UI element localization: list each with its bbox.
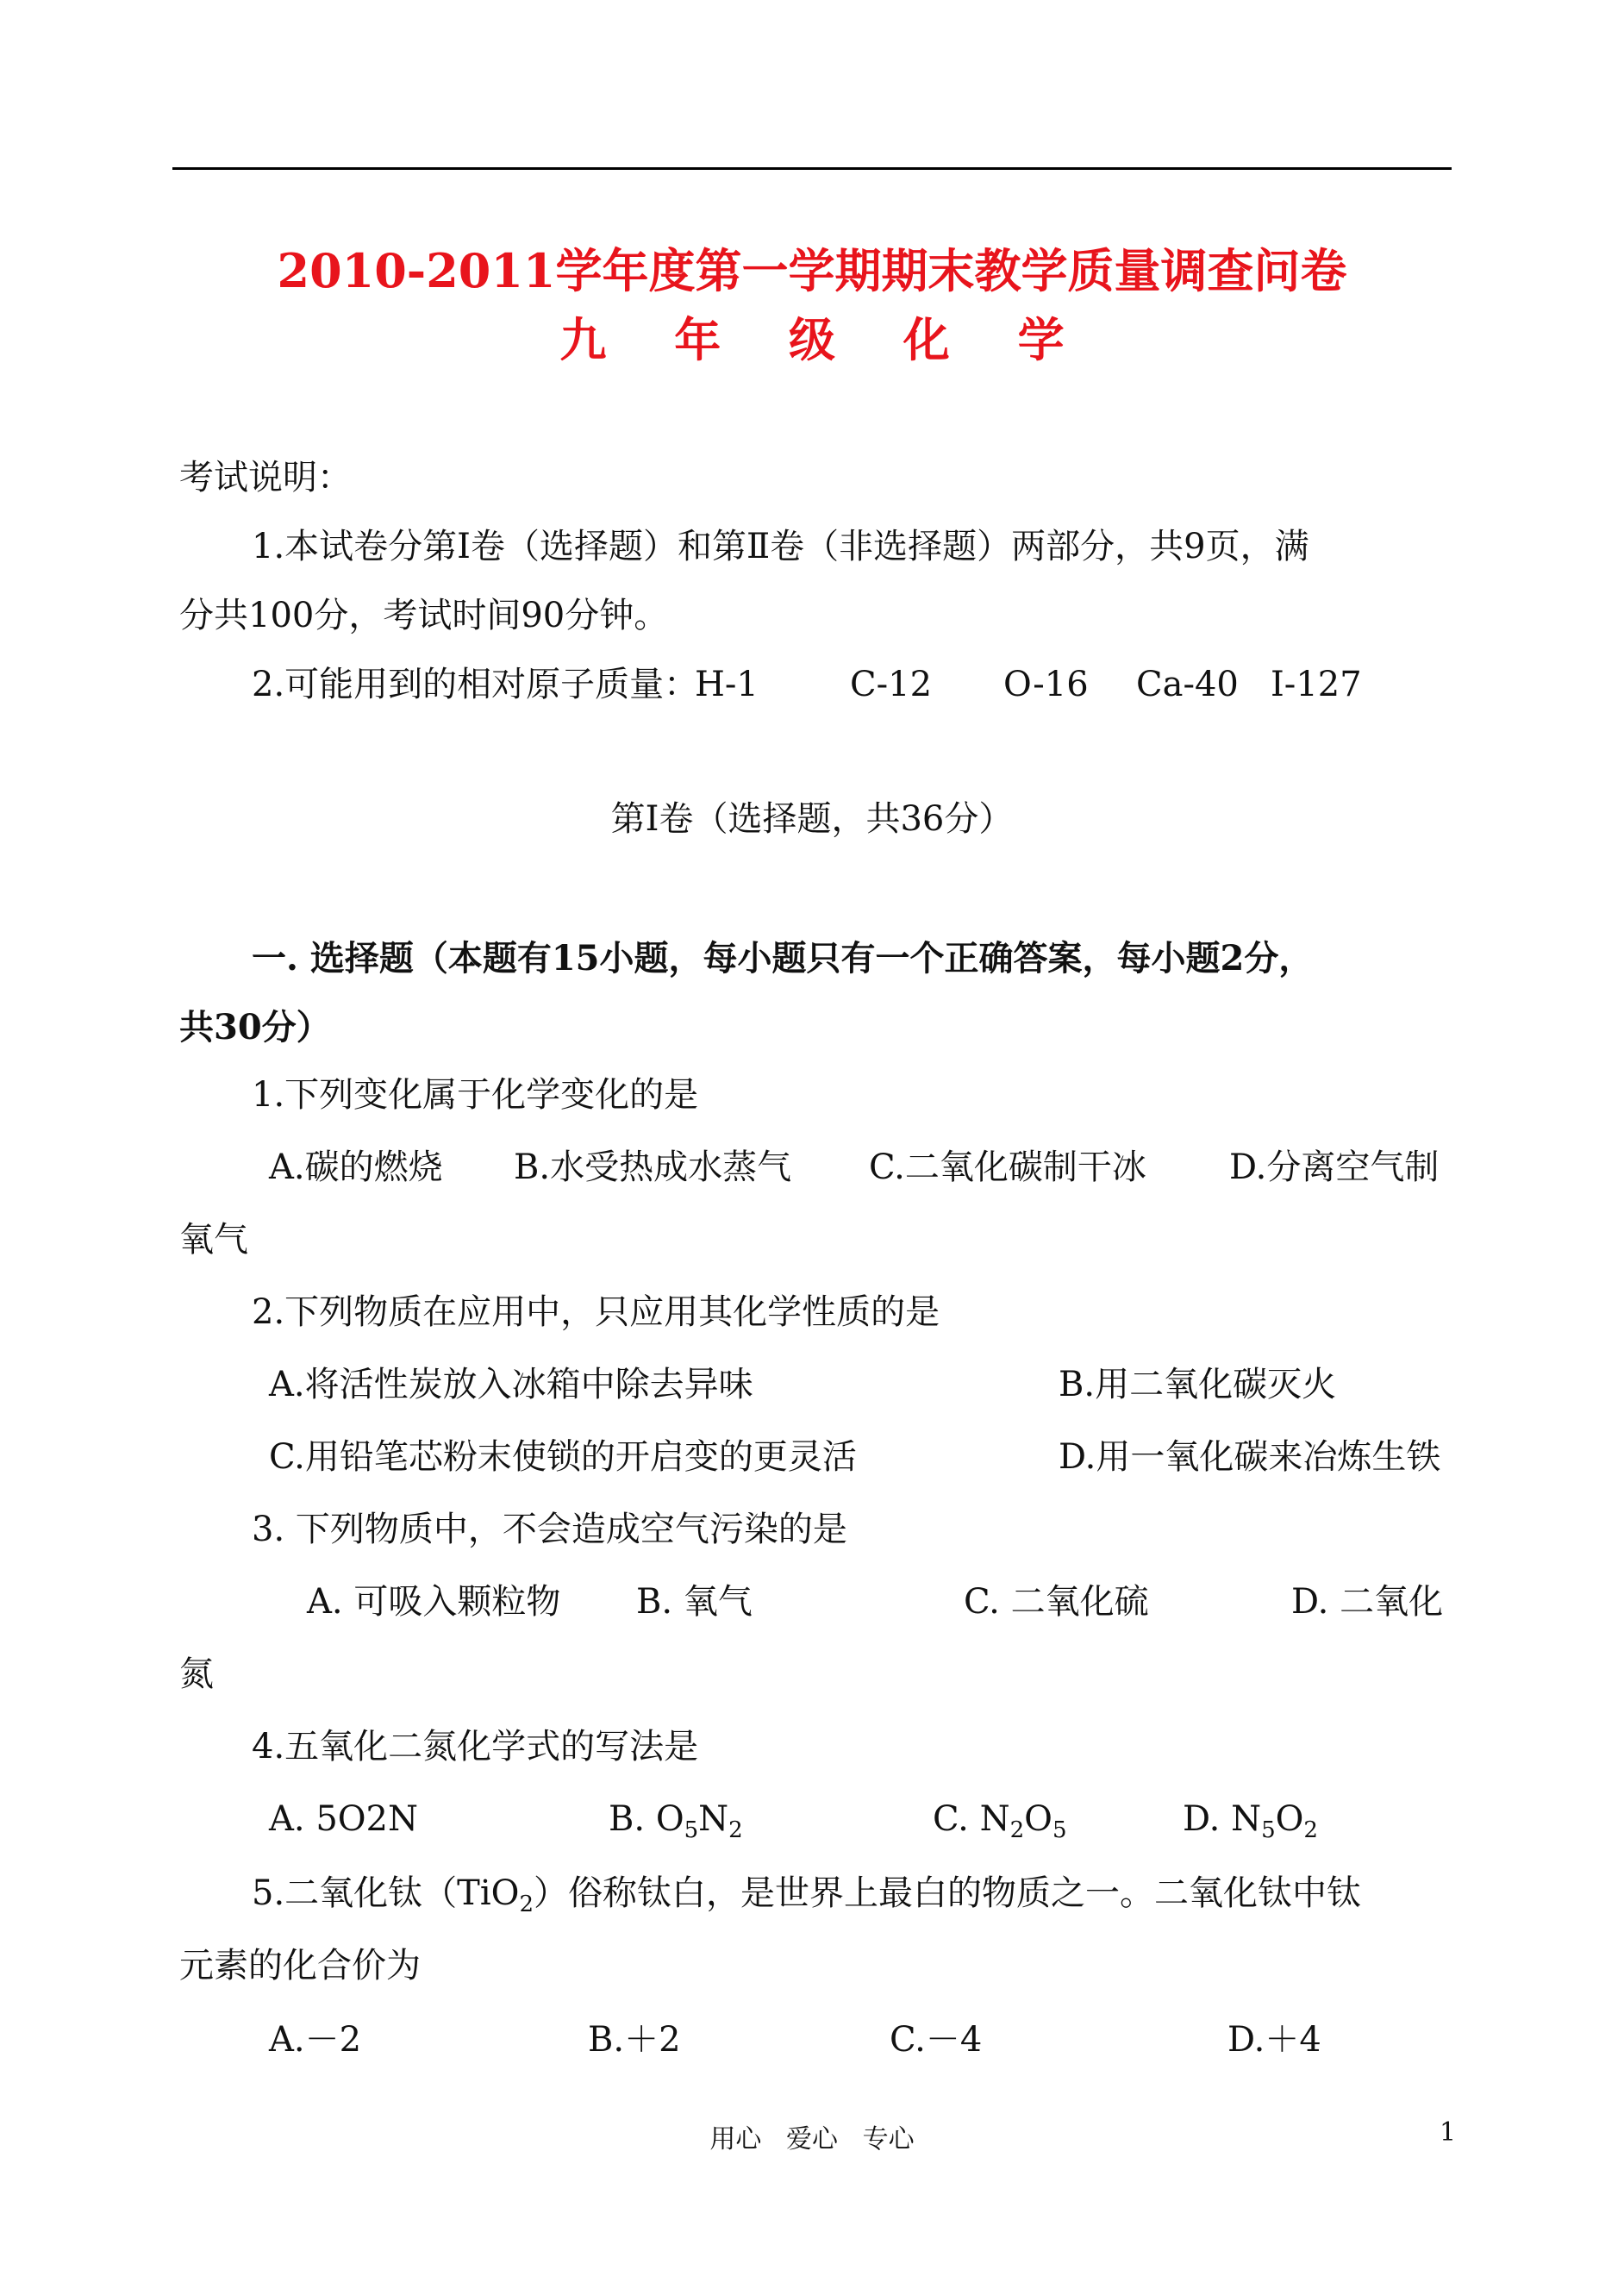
exam-title: 2010-2011学年度第一学期期末教学质量调查问卷 (277, 243, 1347, 298)
instructions-heading: 考试说明： (179, 458, 352, 497)
section1-heading-a: 一. 选择题（本题有15小题，每小题只有一个正确答案，每小题2分， (252, 938, 1314, 979)
q2-option-b: B.用二氧化碳灭火 (1059, 1365, 1337, 1404)
q4-option-d: D. $N_5O_2$ (1183, 1799, 1318, 1843)
page-number: 1 (1440, 2117, 1457, 2148)
q3-option-c: C. 二氧化硫 (964, 1582, 1149, 1622)
q5-option-a: A.－2 (269, 2020, 362, 2060)
mass-i: I-127 (1271, 665, 1362, 704)
instruction-line-2 (252, 667, 698, 702)
q3-stem: 3. 下列物质中，不会造成空气污染的是 (252, 1510, 847, 1549)
exam-subtitle: 九 年 级 化 学 (559, 312, 1090, 367)
q4-option-b: B. $O_5N_2$ (609, 1799, 743, 1843)
q1-option-b: B.水受热成水蒸气 (514, 1148, 792, 1187)
q5-stem-cont: 元素的化合价为 (179, 1946, 421, 1985)
q1-option-d-cont: 氧气 (179, 1220, 248, 1260)
footer-motto: 用心 爱心 专心 (709, 2124, 915, 2154)
mass-c: C-12 (850, 665, 933, 704)
instruction-line-1a: 1.本试卷分第Ⅰ卷（选择题）和第Ⅱ卷（非选择题）两部分，共9页，满 (252, 527, 1309, 566)
q1-option-d: D.分离空气制 (1229, 1148, 1440, 1187)
q3-option-a: A. 可吸入颗粒物 (307, 1582, 561, 1622)
q1-stem: 1.下列变化属于化学变化的是 (252, 1075, 699, 1115)
q3-option-d: D. 二氧化 (1291, 1582, 1444, 1622)
mass-ca: Ca-40 (1136, 665, 1239, 704)
q5-option-d: D.＋4 (1227, 2020, 1321, 2060)
mass-h: H-1 (695, 665, 759, 704)
q2-option-a: A.将活性炭放入冰箱中除去异味 (269, 1365, 753, 1404)
instruction-line-1b: 分共100分，考试时间90分钟。 (179, 596, 669, 635)
q2-stem: 2.下列物质在应用中，只应用其化学性质的是 (252, 1292, 940, 1332)
q2-option-c: C.用铅笔芯粉末使锁的开启变的更灵活 (269, 1437, 857, 1477)
q1-option-c: C.二氧化碳制干冰 (869, 1148, 1146, 1187)
q3-option-b: B. 氧气 (636, 1582, 753, 1622)
q2-option-d: D.用一氧化碳来冶炼生铁 (1059, 1437, 1441, 1477)
q4-stem: 4.五氧化二氮化学式的写法是 (252, 1727, 699, 1767)
q5-option-c: C.－4 (890, 2020, 983, 2060)
q4-option-c: C. $N_2O_5$ (933, 1799, 1067, 1843)
q4-option-a: A. 5O2N (269, 1799, 419, 1839)
atomic-mass-label: 2.可能用到的相对原子质量： (252, 665, 699, 704)
header-rule (172, 167, 1452, 170)
part1-title: 第Ⅰ卷（选择题，共36分） (610, 799, 1014, 839)
q5-stem: 5.二氧化钛（TiO$_2$）俗称钛白，是世界上最白的物质之一。二氧化钛中钛 (252, 1873, 1361, 1917)
section1-heading-b: 共30分） (179, 1007, 331, 1047)
q5-option-b: B.＋2 (588, 2020, 681, 2060)
mass-o: O-16 (1003, 665, 1089, 704)
q3-option-d-cont: 氮 (179, 1654, 214, 1694)
q1-option-a: A.碳的燃烧 (269, 1148, 443, 1187)
